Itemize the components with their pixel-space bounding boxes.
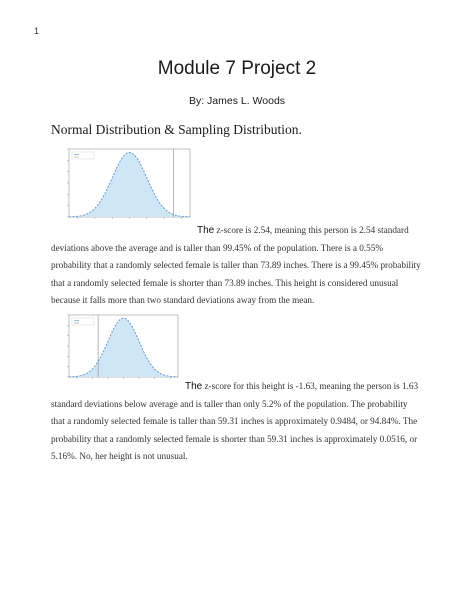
paragraph-2-text: z-score for this height is -1.63, meaning the person is 1.63 standard deviations below average and is taller than only 5.2% of the population. The probability that a randomly selected female is taller than 59.31 inches is approximately 0.9484, or 94.84%. The probability that a randomly selected female is shorter than 59.31 inches is approximately 0.0516, or 5.16%. No, her height is not unusual. <box>51 381 419 462</box>
paragraph-2 <box>51 378 423 466</box>
chart-1-svg <box>51 141 196 229</box>
paragraph-1 <box>51 222 423 310</box>
chart-2-svg <box>51 307 184 389</box>
document-title: Module 7 Project 2 <box>157 58 317 79</box>
legend-box-2 <box>72 318 94 325</box>
page-number: 1 <box>34 26 40 36</box>
paragraph-2-lead: The <box>185 381 203 392</box>
author-line: By: James L. Woods <box>188 95 286 107</box>
legend-box-1 <box>72 152 94 159</box>
paragraph-1-lead: The <box>197 225 215 236</box>
normal-distribution-chart-2 <box>51 307 184 389</box>
paragraph-1-text: z-score is 2.54, meaning this person is 2.54 standard deviations above the average and is taller than 99.45% of the population. There is a 0.55% probability that a randomly selected female is taller than 73.89 inches. There is a 99.45% probability that a randomly selected female is shorter than 73.89 inches. This height is considered unusual because it falls more than two standard deviations away from the mean. <box>51 225 421 306</box>
normal-distribution-chart-1 <box>51 141 196 229</box>
section-heading: Normal Distribution & Sampling Distribution. <box>51 122 302 137</box>
